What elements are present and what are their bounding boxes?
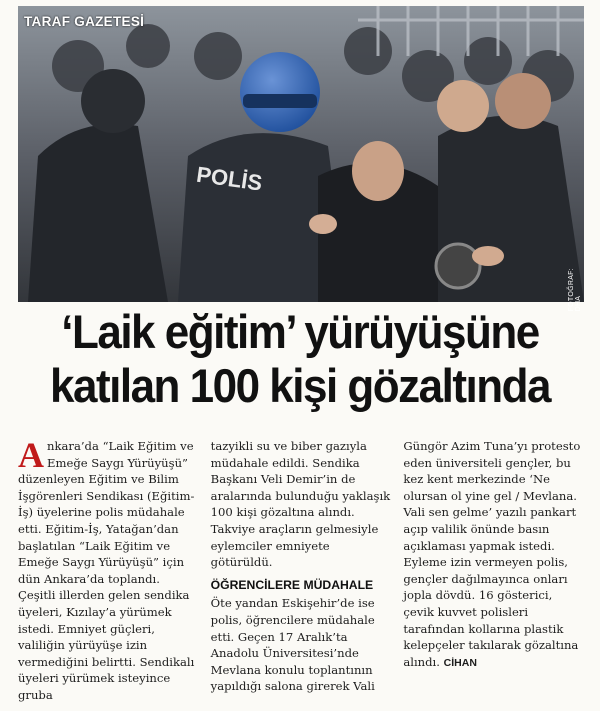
column-3-text: Güngör Azim Tuna’yı protesto eden üniversiteli gençler, bu kez kent merkezinde ‘Ne olursan ol yine gel / Mevlana. Vali sen gelme’ yazılı pankart açıp valilik önünde basın açıklaması yapmak istedi. Eyleme izin vermeyen polis, gençler dağılmayınca onları jopla dövdü. 16 gösterici, çevik kuvvet polisleri tarafından kollarına plastik kelepçeler takılarak gözaltına alındı. — [403, 439, 581, 669]
police-crowd-photo — [18, 6, 584, 302]
news-photo — [18, 6, 584, 312]
agency-signature: CİHAN — [443, 656, 477, 669]
photo-credit: FOTOĞRAF: DHA — [568, 268, 582, 312]
drop-cap: A — [18, 435, 44, 475]
section-subhead: ÖĞRENCİLERE MÜDAHALE — [210, 577, 374, 592]
headline-line-2: katılan 100 kişi gözaltında — [50, 360, 550, 413]
newspaper-source-label: TARAF GAZETESİ — [24, 14, 145, 29]
column-2-paragraph-1: tazyikli su ve biber gazıyla müdahale edildi. Sendika Başkanı Veli Demir’in de aralarında bulunduğu yaklaşık 100 kişi gözaltına alındı. Takviye araçların gelmesiyle eylemciler emniyete götürüldü. — [210, 439, 391, 570]
article-column-3 — [403, 438, 584, 706]
column-1-text: nkara’da “Laik Eğitim ve Emeğe Saygı Yürüyüşü” düzenleyen Eğitim ve Bilim İşgörenleri Sendikası (Eğitim-İş) üyelerine polis müdahale etti. Eğitim-İş, Yatağan’dan başlatılan “Laik Eğitim ve Emeğe Saygı Yürüyüşü” için dün Ankara’da toplandı. Çeşitli illerden gelen sendika üyeleri, Kızılay’a yürümek istedi. Emniyet güçleri, valiliğin yürüyüşe izin vermediğini belirtti. Sendikalı üyeleri yürümek isteyince gruba — [18, 439, 195, 702]
helmet-polis-text: POLİS — [194, 161, 264, 196]
article-column-2 — [211, 438, 392, 706]
article-body — [18, 435, 584, 706]
column-2-paragraph-2: Öte yandan Eskişehir’de ise polis, öğrencilere müdahale etti. Geçen 17 Aralık’ta Anadolu Üniversitesi’nde Mevlana konulu toplantının yapıldığı salona girerek Vali — [210, 596, 375, 694]
headline-line-1: ‘Laik eğitim’ yürüyüşüne — [61, 306, 539, 359]
article-column-1 — [18, 435, 199, 706]
headline — [0, 306, 600, 414]
